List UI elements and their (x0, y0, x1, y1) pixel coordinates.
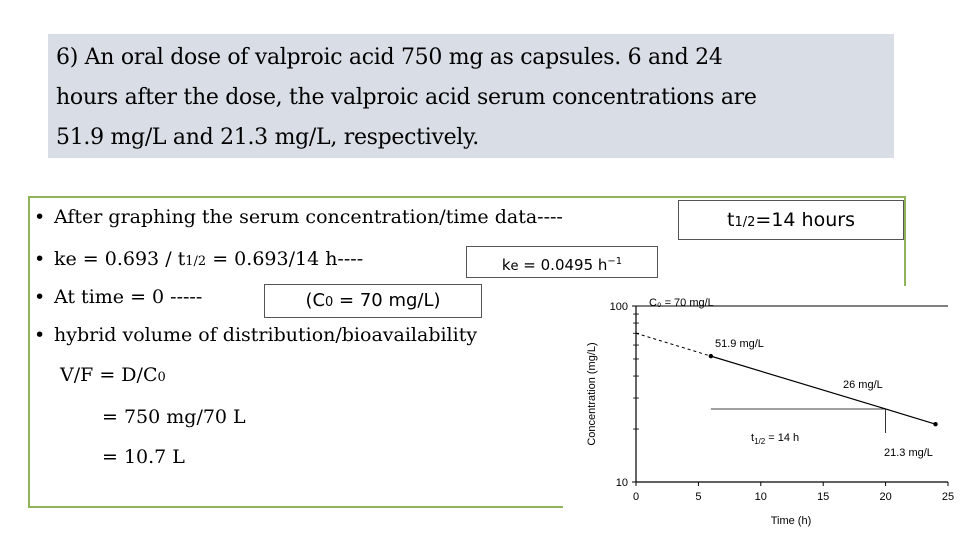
point-label-21-3: 21.3 mg/L (884, 447, 933, 459)
bullet-graphing (34, 202, 563, 232)
problem-statement (56, 38, 892, 158)
x-tick-label: 20 (879, 491, 892, 503)
x-tick-group (633, 482, 954, 503)
concentration-series-line (711, 356, 936, 424)
data-point (709, 354, 713, 358)
subscript: 0 (325, 295, 334, 310)
problem-line-1: 6) An oral dose of valproic acid 750 mg as capsules. 6 and 24 (56, 45, 723, 70)
superscript: −1 (607, 256, 623, 267)
formula-text: V/F = D/C (60, 364, 158, 386)
concentration-time-chart (563, 286, 960, 540)
bullet-ke (34, 244, 363, 274)
formula-step-2: = 10.7 L (102, 446, 185, 468)
extrapolation-dashed-line (636, 333, 711, 356)
formula-step-1: = 750 mg/70 L (102, 406, 246, 428)
x-tick-label: 15 (817, 491, 830, 503)
y-tick-label: 10 (615, 477, 628, 489)
x-tick-label: 25 (941, 491, 955, 503)
point-label-26: 26 mg/L (843, 379, 883, 391)
box-text: = 0.0495 h (518, 256, 608, 274)
point-label-51-9: 51.9 mg/L (715, 338, 764, 350)
bullet-volume (34, 320, 477, 350)
problem-line-2: hours after the dose, the valproic acid serum concentrations are (56, 85, 757, 110)
half-life-sub: 1/2 (754, 437, 766, 446)
half-life-annotation (751, 432, 799, 446)
half-life-result-box (678, 200, 904, 240)
bullet-marker: • (34, 324, 46, 346)
bullet-time-zero (34, 282, 202, 312)
c0-result-box (264, 284, 482, 318)
subscript: 0 (157, 370, 166, 385)
bullet-text: ke = 0.693 / t (54, 248, 186, 270)
problem-line-3: 51.9 mg/L and 21.3 mg/L, respectively. (56, 125, 479, 150)
y-axis-label: Concentration (mg/L) (586, 342, 598, 446)
data-point (933, 422, 937, 426)
chart-svg (563, 286, 960, 540)
subscript: 1/2 (734, 215, 756, 230)
ke-result-box (466, 246, 658, 278)
bullet-text: = 0.693/14 h---- (206, 248, 364, 270)
bullet-text: After graphing the serum concentration/time data---- (54, 206, 563, 228)
bullet-text: At time = 0 ----- (54, 286, 203, 308)
bullet-marker: • (34, 248, 46, 270)
bullet-marker: • (34, 286, 46, 308)
half-life-value: = 14 h (765, 432, 800, 444)
y-tick-label: 100 (609, 301, 628, 313)
box-text: t (727, 209, 735, 231)
half-life-t: t (751, 432, 755, 444)
x-axis-label: Time (h) (770, 515, 812, 527)
box-text: =14 hours (755, 209, 855, 231)
c0-annotation: C₀ = 70 mg/L (649, 297, 714, 309)
subscript: 1/2 (185, 254, 207, 269)
x-tick-label: 0 (632, 491, 640, 503)
bullet-text: hybrid volume of distribution/bioavailability (54, 324, 478, 346)
x-tick-label: 5 (695, 491, 702, 503)
bullet-marker: • (34, 206, 46, 228)
box-text: (C (305, 290, 326, 311)
x-tick-label: 10 (754, 491, 767, 503)
formula-vf (60, 360, 166, 390)
subscript: e (510, 259, 519, 274)
box-text: k (501, 256, 511, 274)
box-text: = 70 mg/L) (333, 290, 441, 311)
